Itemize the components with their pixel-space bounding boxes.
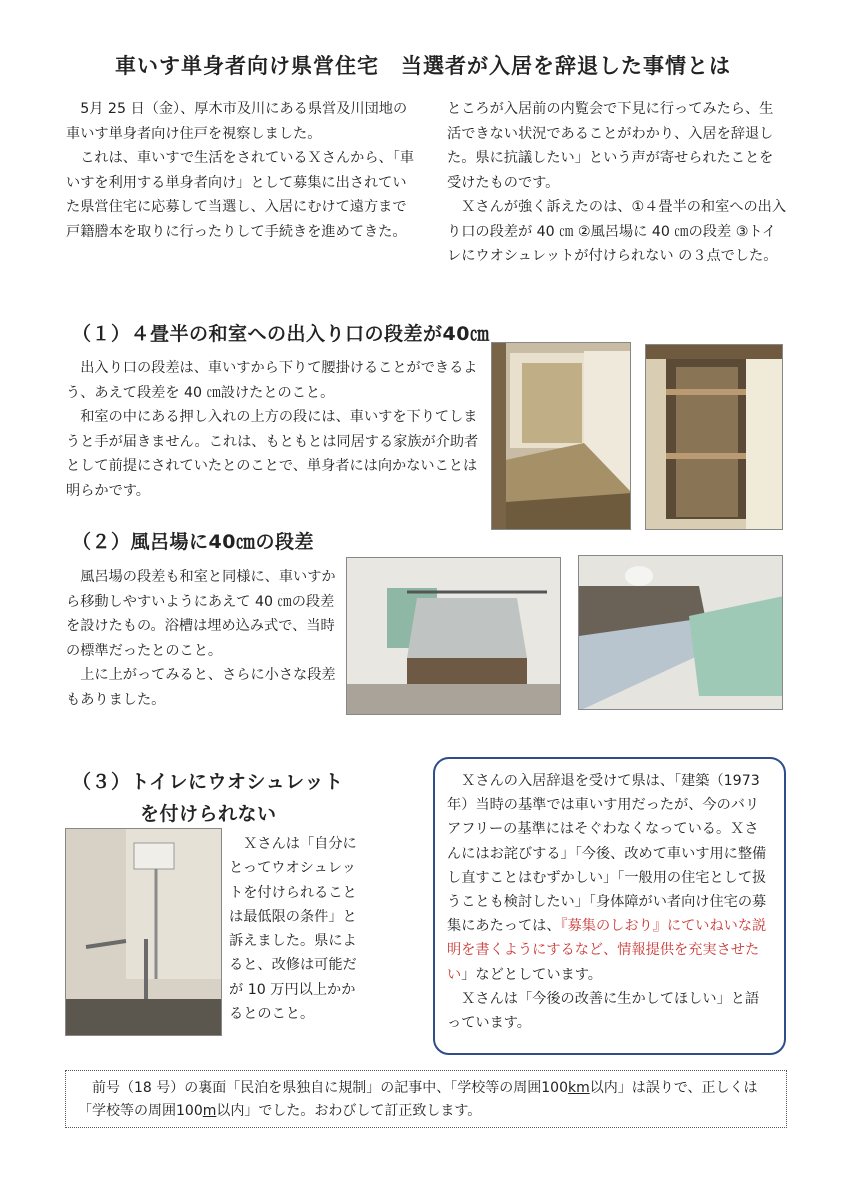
section1-heading: （１）４畳半の和室への出入り口の段差が40㎝: [72, 323, 490, 345]
intro-paragraph: これは、車いすで生活をされているＸさんから、「車いすを利用する単身者向け」として募集に出されていた県営住宅に応募して当選し、入居にむけて遠方まで戸籍謄本を取りに行ったりして手続きを進めてきた。: [66, 150, 415, 240]
intro-paragraph: 5月 25 日（金）、厚木市及川にある県営及川団地の車いす単身者向け住戸を視察しました。: [66, 101, 408, 142]
section2-heading: （２）風呂場に40㎝の段差: [72, 531, 314, 553]
section3-heading: [72, 766, 343, 830]
correction-text: 以内」でした。おわびして訂正致します。: [216, 1103, 482, 1119]
correction-text: 前号（18 号）の裏面「民泊を県独自に規制」の記事中、「学校等の周囲100: [92, 1080, 568, 1096]
intro-right-column: [447, 97, 787, 269]
section2-paragraph: 風呂場の段差も和室と同様に、車いすから移動しやすいようにあえて 40 ㎝の段差を設けたもの。浴槽は埋め込み式で、当時の標準だったとのこと。: [66, 569, 336, 659]
section3-heading-line: を付けられない: [140, 803, 277, 825]
closet-photo: [645, 344, 783, 530]
response-text: 」などとしています。: [461, 966, 602, 983]
bathroom-step-photo: [346, 557, 561, 715]
intro-paragraph: ところが入居前の内覧会で下見に行ってみたら、生活できない状況であることがわかり、入居を辞退した。県に抗議したい」という声が寄せられたことを受けたものです。: [447, 101, 774, 191]
section1-body: [66, 356, 482, 503]
tatami-room-photo: [491, 342, 631, 530]
section3-heading-line: （３）トイレにウオシュレット: [72, 771, 344, 793]
correction-notice: [65, 1070, 787, 1128]
correction-underlined: km: [568, 1080, 590, 1096]
section2-paragraph: 上に上がってみると、さらに小さな段差もありました。: [66, 667, 336, 708]
highlighted-response-text: 『募集のしおり』にていねいな説明を書くようにするなど、情報提供を充実させたい: [447, 918, 767, 983]
toilet-photo: [65, 828, 222, 1036]
correction-text: 以内」は誤りで、正しくは「学校等の周囲100: [78, 1080, 758, 1119]
correction-underlined: m: [202, 1103, 217, 1119]
response-text: Ｘさんの入居辞退を受けて県は、「建築（1973 年）当時の基準では車いす用だったが、今のバリアフリーの基準にはそぐわなくなっている。Ｘさんにはお詫びする」「今後、改めて車いす用に整備し直すことはむずかしい」「一般用の住宅として扱うことも検討したい」「身体障がい者向け住宅の募集にあたっては、: [447, 773, 767, 935]
prefecture-response-paragraph: Ｘさんは「今後の改善に生かしてほしい」と語っています。: [447, 990, 760, 1032]
section3-paragraph: Ｘさんは「自分にとってウオシュレットを付けられることは最低限の条件」と訴えました。県によると、改修は可能だが 10 万円以上かかるとのこと。: [229, 836, 357, 1023]
section1-paragraph: 和室の中にある押し入れの上方の段には、車いすを下りてしまうと手が届きません。これは、もともとは同居する家族が介助者として前提にされていたとのことで、単身者には向かないことは明らかです。: [66, 409, 479, 499]
section1-paragraph: 出入り口の段差は、車いすから下りて腰掛けることができるよう、あえて段差を 40 ㎝設けたとのこと。: [66, 360, 478, 401]
prefecture-response-box: [433, 757, 786, 1055]
intro-paragraph: Ｘさんが強く訴えたのは、①４畳半の和室への出入り口の段差が 40 ㎝ ②風呂場に 40 ㎝の段差 ③トイレにウオシュレットが付けられない の３点でした。: [447, 199, 787, 264]
prefecture-response-paragraph: [447, 769, 770, 987]
section3-body: [229, 832, 369, 1026]
bathtub-photo: [578, 555, 783, 710]
page-title: 車いす単身者向け県営住宅 当選者が入居を辞退した事情とは: [115, 54, 731, 78]
section2-body: [66, 565, 348, 712]
intro-left-column: [66, 97, 414, 244]
